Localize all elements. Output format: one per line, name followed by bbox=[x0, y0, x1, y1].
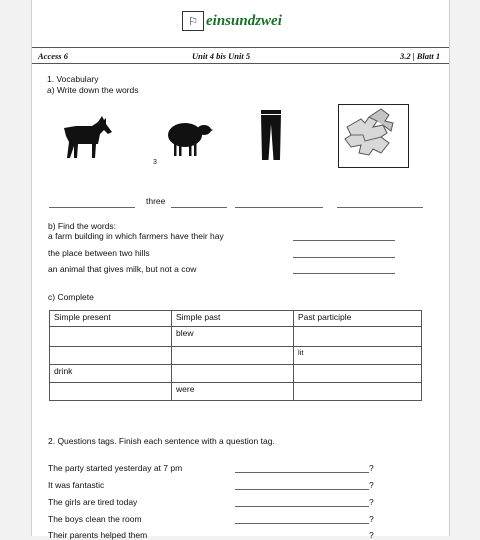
worksheet-page bbox=[31, 0, 450, 540]
table-header: Simple present bbox=[50, 311, 172, 327]
question-mark: ? bbox=[369, 497, 374, 507]
answer-example: three bbox=[146, 196, 166, 206]
header-rule-top bbox=[32, 47, 449, 48]
section1b-title: b) Find the words: bbox=[48, 221, 117, 231]
logo bbox=[182, 10, 282, 32]
question-mark: ? bbox=[369, 480, 374, 490]
puzzle-picture bbox=[338, 104, 409, 168]
section2-title: 2. Questions tags. Finish each sentence with a question tag. bbox=[48, 436, 275, 446]
header-center: Unit 4 bis Unit 5 bbox=[192, 51, 251, 61]
puzzle-icon bbox=[339, 105, 407, 166]
question-mark: ? bbox=[369, 514, 374, 524]
b-item-2: the place between two hills bbox=[48, 248, 150, 258]
tag-item-3: The girls are tired today bbox=[48, 497, 138, 507]
table-cell[interactable] bbox=[294, 383, 422, 401]
tag-answer-line-1[interactable] bbox=[235, 472, 369, 473]
table-header-row bbox=[50, 311, 422, 327]
b-answer-line-3[interactable] bbox=[293, 273, 395, 274]
table-cell[interactable] bbox=[294, 365, 422, 383]
tag-answer-line-2[interactable] bbox=[235, 489, 369, 490]
table-cell[interactable] bbox=[294, 327, 422, 347]
answer-line-1[interactable] bbox=[49, 207, 135, 208]
logo-text: einsundzwei bbox=[206, 12, 282, 29]
goat-icon bbox=[62, 114, 114, 162]
table-cell[interactable]: drink bbox=[50, 365, 172, 383]
section1a-title: a) Write down the words bbox=[47, 85, 139, 95]
table-cell[interactable] bbox=[50, 327, 172, 347]
table-cell[interactable] bbox=[172, 347, 294, 365]
b-item-1: a farm building in which farmers have their hay bbox=[48, 231, 224, 241]
section1c-title: c) Complete bbox=[48, 292, 94, 302]
table-cell[interactable] bbox=[50, 347, 172, 365]
table-cell[interactable] bbox=[172, 365, 294, 383]
tag-item-5: Their parents helped them bbox=[48, 530, 148, 540]
table-row bbox=[50, 327, 422, 347]
table-cell[interactable] bbox=[50, 383, 172, 401]
tag-answer-line-3[interactable] bbox=[235, 506, 369, 507]
section1-title: 1. Vocabulary bbox=[47, 74, 99, 84]
table-row bbox=[50, 347, 422, 365]
answer-line-2[interactable] bbox=[171, 207, 227, 208]
sheep-icon bbox=[165, 118, 215, 158]
logo-icon: ⚐ bbox=[182, 11, 204, 31]
tag-item-1: The party started yesterday at 7 pm bbox=[48, 463, 183, 473]
trousers-icon bbox=[260, 110, 282, 160]
header-left: Access 6 bbox=[38, 51, 68, 61]
tag-item-2: It was fantastic bbox=[48, 480, 105, 490]
answer-line-4[interactable] bbox=[337, 207, 423, 208]
question-mark: ? bbox=[369, 463, 374, 473]
table-row bbox=[50, 383, 422, 401]
b-item-3: an animal that gives milk, but not a cow bbox=[48, 264, 197, 274]
verb-table bbox=[49, 310, 422, 401]
table-row bbox=[50, 365, 422, 383]
header-right: 3.2 | Blatt 1 bbox=[400, 51, 441, 61]
tag-item-4: The boys clean the room bbox=[48, 514, 142, 524]
b-answer-line-1[interactable] bbox=[293, 240, 395, 241]
table-cell[interactable]: lit bbox=[294, 347, 422, 365]
tag-answer-line-4[interactable] bbox=[235, 523, 369, 524]
table-cell[interactable]: blew bbox=[172, 327, 294, 347]
question-mark: ? bbox=[369, 530, 374, 540]
table-header: Simple past bbox=[172, 311, 294, 327]
table-header: Past participle bbox=[294, 311, 422, 327]
table-cell[interactable]: were bbox=[172, 383, 294, 401]
image-number: 3 bbox=[153, 159, 157, 166]
header-rule-bottom bbox=[32, 63, 449, 64]
answer-line-3[interactable] bbox=[235, 207, 323, 208]
b-answer-line-2[interactable] bbox=[293, 257, 395, 258]
